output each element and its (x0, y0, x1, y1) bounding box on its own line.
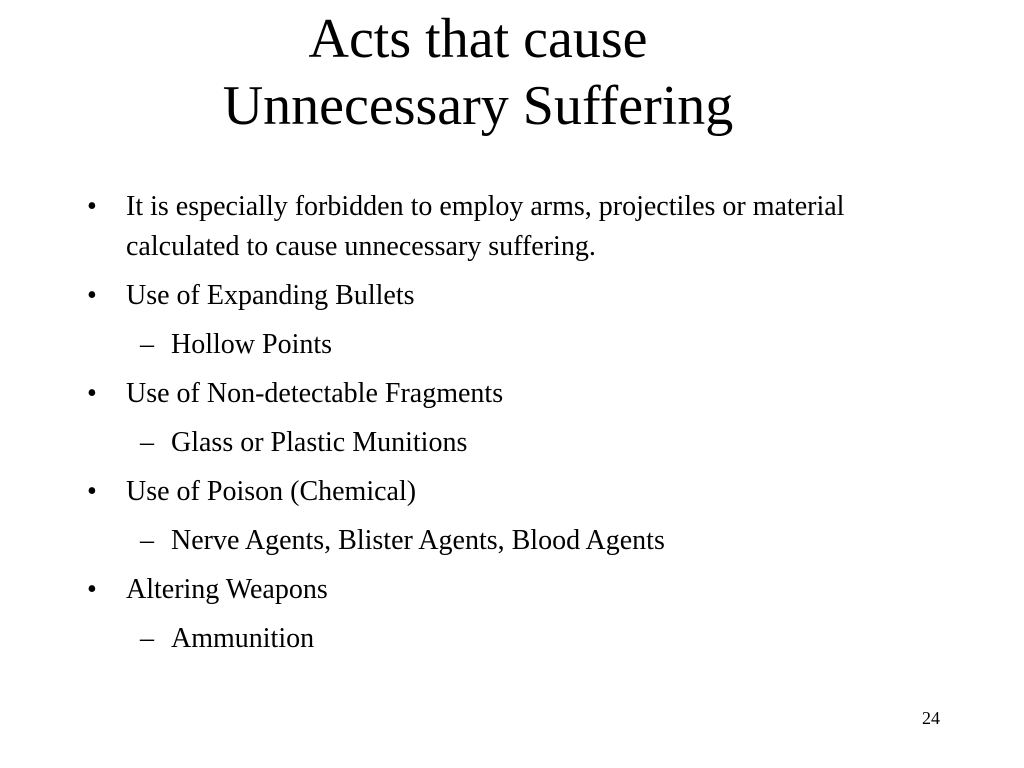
list-item-text: It is especially forbidden to employ arms, projectiles or material calculated to cause unnecessary suffering. (126, 191, 845, 262)
list-item (0, 570, 896, 610)
list-item (0, 374, 896, 414)
title-line-1: Acts that cause (308, 8, 648, 70)
sub-list-item-text: Nerve Agents, Blister Agents, Blood Agents (171, 525, 665, 556)
bullet-marker: • (87, 191, 97, 222)
list-item-text: Use of Expanding Bullets (126, 280, 415, 311)
bullet-marker: • (87, 574, 97, 605)
list-item-text: Use of Poison (Chemical) (126, 476, 417, 507)
bullet-marker: • (87, 378, 97, 409)
list-item (0, 472, 896, 512)
page-number: 24 (922, 708, 940, 728)
list-item (0, 276, 896, 316)
dash-marker: – (140, 623, 154, 654)
sub-list-item (0, 325, 931, 365)
dash-marker: – (140, 329, 154, 360)
dash-marker: – (140, 525, 154, 556)
sub-list-item-text: Hollow Points (171, 329, 333, 360)
sub-list-item (0, 423, 931, 463)
title-line-2: Unnecessary Suffering (222, 75, 734, 137)
bullet-list (0, 187, 1024, 668)
sub-list-item (0, 619, 931, 659)
sub-list-item-text: Glass or Plastic Munitions (171, 427, 468, 458)
slide-title (0, 6, 956, 140)
sub-list-item (0, 521, 931, 561)
list-item-text: Use of Non-detectable Fragments (126, 378, 504, 409)
dash-marker: – (140, 427, 154, 458)
list-item-text: Altering Weapons (126, 574, 328, 605)
bullet-marker: • (87, 280, 97, 311)
bullet-marker: • (87, 476, 97, 507)
sub-list-item-text: Ammunition (171, 623, 315, 654)
list-item (0, 187, 896, 267)
